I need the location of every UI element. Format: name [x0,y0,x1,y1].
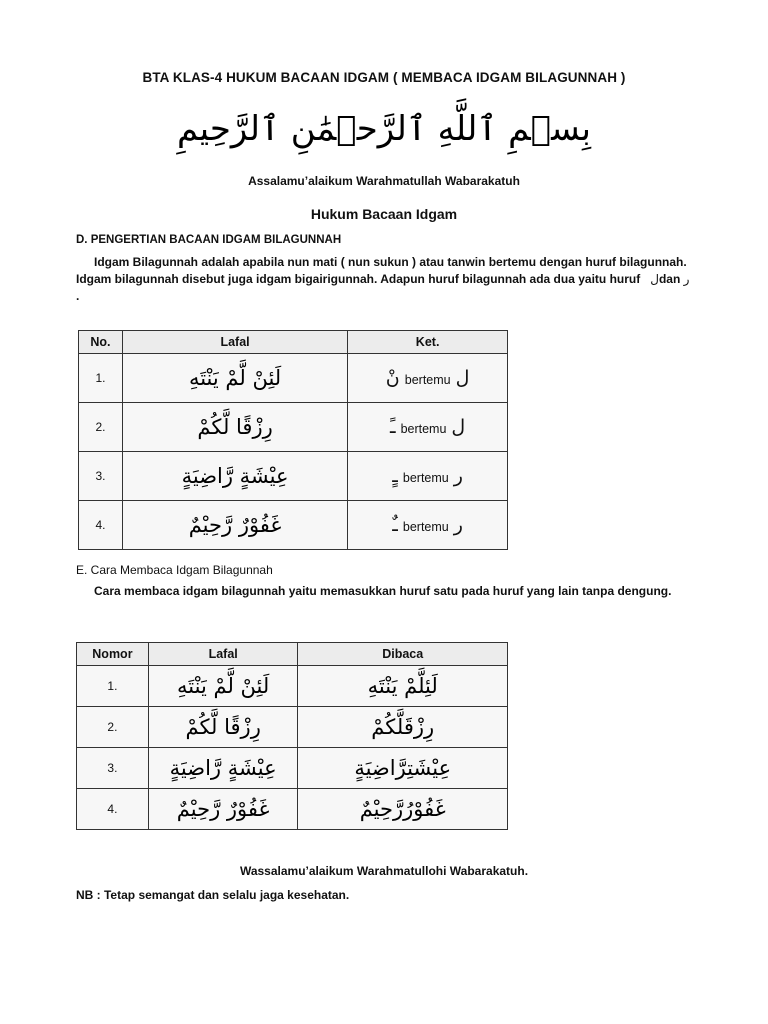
table-row [79,452,508,501]
section-d-paragraph [76,254,692,305]
header-dibaca: Dibaca [298,643,508,666]
row-lafal: غَفُوْرٌ رَّحِيْمٌ [122,501,347,550]
section-e-paragraph [76,583,692,600]
row-number: 1. [79,354,123,403]
ket-left-letter: نْ [385,367,400,389]
row-dibaca: لَئِلَّمْ يَنْتَهِ [298,666,508,707]
table-row [77,666,508,707]
row-ket [348,354,508,403]
row-lafal: عِيْشَةٍ رَّاضِيَةٍ [148,748,298,789]
row-ket [348,501,508,550]
header-nomor: Nomor [77,643,149,666]
row-ket [348,403,508,452]
letter-lam: ل [650,272,659,286]
row-lafal: لَئِنْ لَّمْ يَنْتَهِ [122,354,347,403]
header-lafal: Lafal [148,643,298,666]
table-lafal-dibaca [76,642,508,830]
row-number: 4. [77,789,149,830]
ket-right-letter: ر [453,465,463,487]
header-ket: Ket. [348,331,508,354]
greeting: Assalamu’alaikum Warahmatullah Wabarakatuh [248,174,520,188]
section-title: Hukum Bacaan Idgam [310,206,458,222]
row-lafal: رِزْقًا لَّكُمْ [148,707,298,748]
paragraph-end: . [76,289,80,303]
table-header-row [77,643,508,666]
row-number: 4. [79,501,123,550]
word-dan: dan [658,272,681,286]
row-number: 3. [79,452,123,501]
table-row [79,501,508,550]
row-number: 3. [77,748,149,789]
ket-right-letter: ر [453,514,463,536]
row-number: 1. [77,666,149,707]
table-lafal-ket [78,330,508,550]
header-lafal: Lafal [122,331,347,354]
ket-text: bertemu [400,422,447,436]
closing-greeting: Wassalamu’alaikum Warahmatullohi Wabarakatuh. [239,864,529,878]
table-row [77,748,508,789]
ket-right-letter: ل [451,416,466,438]
row-ket [348,452,508,501]
ket-text: bertemu [402,471,449,485]
table-header-row [79,331,508,354]
section-e-heading: E. Cara Membaca Idgam Bilagunnah [76,563,273,577]
ket-left-letter: ـً [389,416,396,438]
row-dibaca: غَفُوْرُرَّحِيْمٌ [298,789,508,830]
row-dibaca: عِيْشَتِرَّاضِيَةٍ [298,748,508,789]
ket-text: bertemu [402,520,449,534]
row-lafal: لَئِنْ لَّمْ يَنْتَهِ [148,666,298,707]
section-d-heading: D. PENGERTIAN BACAAN IDGAM BILAGUNNAH [76,234,342,246]
ket-right-letter: ل [455,367,470,389]
letter-ra: ر [683,272,690,286]
ket-text: bertemu [404,373,451,387]
ket-left-letter: ـٍ [392,465,398,487]
row-lafal: غَفُوْرٌ رَّحِيْمٌ [148,789,298,830]
table-row [77,789,508,830]
row-number: 2. [77,707,149,748]
bismillah-calligraphy: بِسۡمِ ٱللَّهِ ٱلرَّحۡمَٰنِ ٱلرَّحِيمِ [177,109,591,149]
table-row [79,354,508,403]
document-title: BTA KLAS-4 HUKUM BACAAN IDGAM ( MEMBACA IDGAM BILAGUNNAH ) [142,70,626,85]
table-row [77,707,508,748]
row-lafal: رِزْقًا لَّكُمْ [122,403,347,452]
row-number: 2. [79,403,123,452]
header-no: No. [79,331,123,354]
table-row [79,403,508,452]
nb-note: NB : Tetap semangat dan selalu jaga kesehatan. [76,888,350,902]
ket-left-letter: ـٌ [392,514,398,536]
row-dibaca: رِزْقَلَّكُمْ [298,707,508,748]
section-e-text: Cara membaca idgam bilagunnah yaitu memasukkan huruf satu pada huruf yang lain tanpa dengung. [94,584,672,598]
row-lafal: عِيْشَةٍ رَّاضِيَةٍ [122,452,347,501]
section-d-text: Idgam Bilagunnah adalah apabila nun mati ( nun sukun ) atau tanwin bertemu dengan huruf bilagunnah. Idgam bilagunnah disebut juga idgam bigairigunnah. Adapun huruf bilagunnah ada dua yaitu huruf [76,255,687,286]
